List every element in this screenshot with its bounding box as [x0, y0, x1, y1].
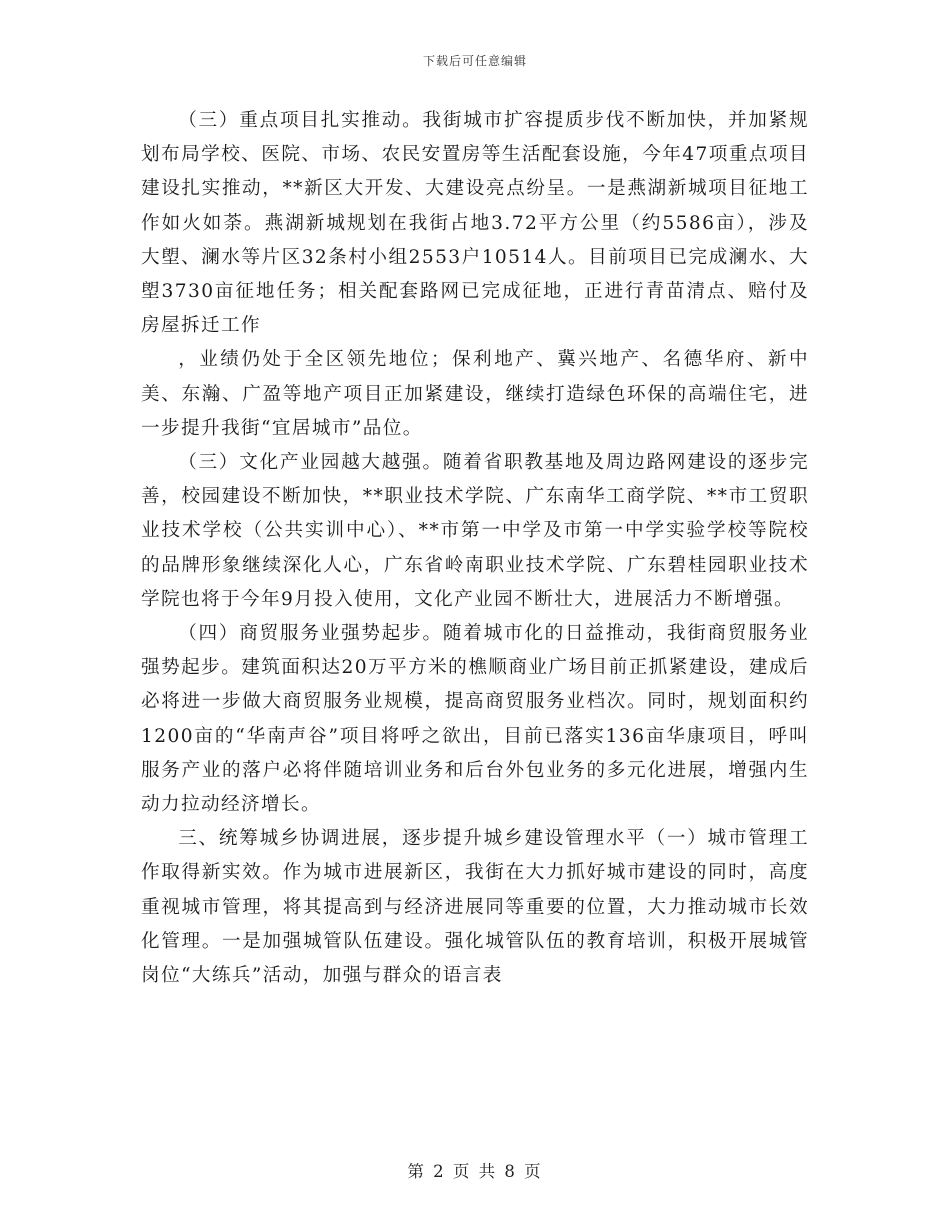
paragraph-real-estate: ，业绩仍处于全区领先地位；保利地产、冀兴地产、名德华府、新中美、东瀚、广盈等地产项目正加紧建设，继续打造绿色环保的高端住宅，进一步提升我街“宜居城市”品位。: [141, 349, 809, 439]
page-number: 第 2 页 共 8 页: [407, 1162, 543, 1181]
paragraph-cultural-park: （三）文化产业园越大越强。随着省职教基地及周边路网建设的逐步完善，校园建设不断加快，**职业技术学院、广东南华工商学院、**市工贸职业技术学校（公共实训中心）、**市第一中学及市第一中学实验学校等院校的品牌形象继续深化人心，广东省岭南职业技术学院、广东碧桂园职业技术学院也将于今年9月投入使用，文化产业园不断壮大，进展活力不断增强。: [141, 452, 809, 610]
paragraph-urban-management: 三、统筹城乡协调进展，逐步提升城乡建设管理水平（一）城市管理工作取得新实效。作为城市进展新区，我街在大力抓好城市建设的同时，高度重视城市管理，将其提高到与经济进展同等重要的位置，大力推动城市长效化管理。一是加强城管队伍建设。强化城管队伍的教育培训，积极开展城管岗位“大练兵”活动，加强与群众的语言表: [141, 828, 809, 987]
document-body: [141, 104, 809, 993]
paragraph-commerce: （四）商贸服务业强势起步。随着城市化的日益推动，我街商贸服务业强势起步。建筑面积达20万平方米的樵顺商业广场目前正抓紧建设，建成后必将进一步做大商贸服务业规模，提高商贸服务业档次。同时，规划面积约1200亩的“华南声谷”项目将呼之欲出，目前已落实136亩华康项目，呼叫服务产业的落户必将伴随培训业务和后台外包业务的多元化进展，增强内生动力拉动经济增长。: [141, 623, 809, 816]
page-header: 下载后可任意编辑: [422, 54, 527, 68]
paragraph-key-projects: （三）重点项目扎实推动。我街城市扩容提质步伐不断加快，并加紧规划布局学校、医院、市场、农民安置房等生活配套设施，今年47项重点项目建设扎实推动，**新区大开发、大建设亮点纷呈。一是燕湖新城项目征地工作如火如荼。燕湖新城规划在我街占地3.72平方公里（约5586亩），涉及大塱、澜水等片区32条村小组2553户10514人。目前项目已完成澜水、大塱3730亩征地任务；相关配套路网已完成征地，正进行青苗清点、赔付及房屋拆迁工作: [141, 110, 809, 337]
